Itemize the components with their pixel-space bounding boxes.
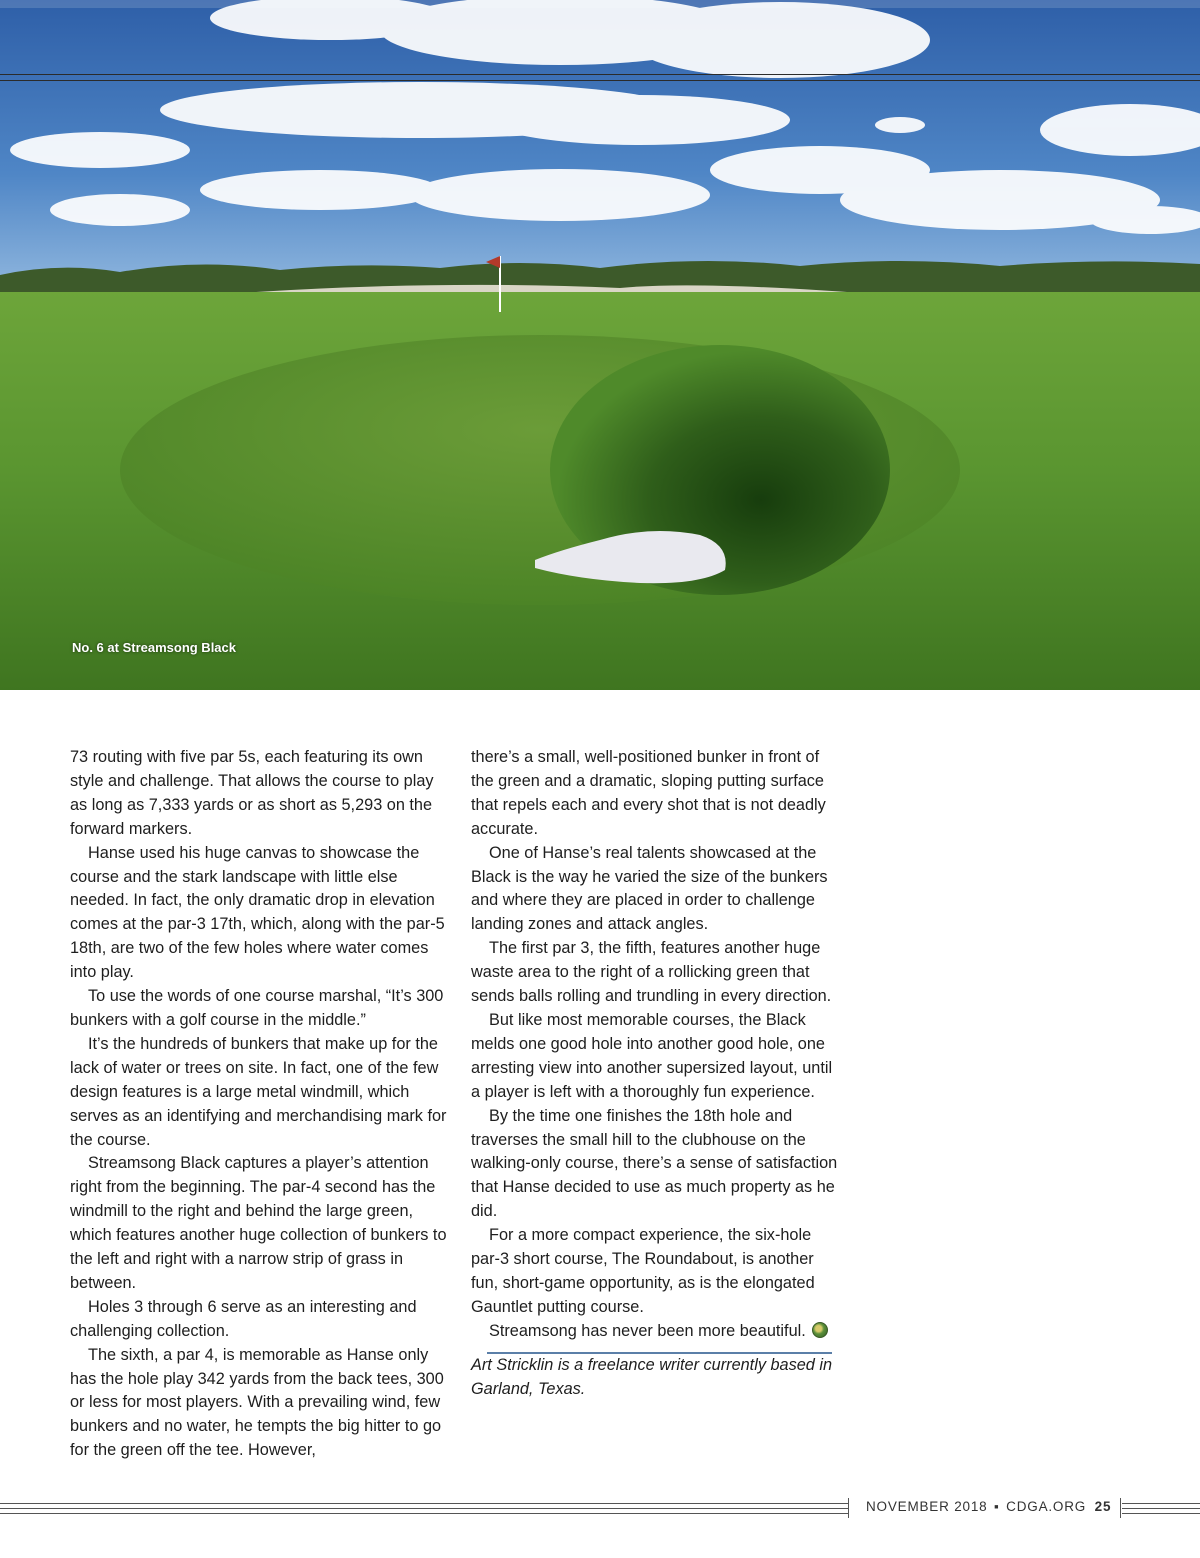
paragraph: One of Hanse’s real talents showcased at the Black is the way he varied the size of the bunkers and where they are placed in order to challenge landing zones and attack angles. <box>471 843 828 934</box>
author-bio: Art Stricklin is a freelance writer currently based in Garland, Texas. <box>471 1355 833 1398</box>
paragraph: It’s the hundreds of bunkers that make up for the lack of water or trees on site. In fact, one of the few design features is a large metal windmill, which serves as an identifying and merchandising mark for the course. <box>70 1034 447 1149</box>
paragraph: But like most memorable courses, the Black melds one good hole into another good hole, one arresting view into another supersized layout, until a player is left with a thoroughly fun experience. <box>471 1010 833 1101</box>
article-column-left <box>70 746 448 1463</box>
paragraph: 73 routing with five par 5s, each featuring its own style and challenge. That allows the course to play as long as 7,333 yards or as short as 5,293 on the forward markers. <box>70 748 434 838</box>
paragraph: Hanse used his huge canvas to showcase the course and the stark landscape with little else needed. In fact, the only dramatic drop in elevation comes at the par-3 17th, which, along with the par-5 18th, are two of the few holes where water comes into play. <box>70 843 445 982</box>
closing-line: Streamsong has never been more beautiful. <box>489 1321 806 1340</box>
paragraph: Holes 3 through 6 serve as an interesting and challenging collection. <box>70 1297 417 1340</box>
hero-photo <box>0 0 1200 690</box>
footer-issue: NOVEMBER 2018 <box>866 1499 988 1514</box>
page-number: 25 <box>1094 1499 1112 1514</box>
footer-rule-right <box>1122 1508 1200 1509</box>
footer-tick <box>848 1498 849 1518</box>
footer-separator: ▪ <box>994 1499 1000 1514</box>
footer-tick <box>1120 1498 1121 1518</box>
closing-paragraph <box>471 1320 843 1344</box>
golf-course-illustration <box>0 0 1200 690</box>
paragraph: The sixth, a par 4, is memorable as Hanse only has the hole play 342 yards from the back tees, 300 or less for most players. With a prevailing wind, few bunkers and no water, he tempts the big hitter to go for the green off the tee. However, <box>70 1345 444 1460</box>
top-rule <box>0 74 1200 75</box>
footer-rule-right <box>1122 1513 1200 1514</box>
paragraph: To use the words of one course marshal, “It’s 300 bunkers with a golf course in the middle.” <box>70 987 444 1029</box>
paragraph: For a more compact experience, the six-hole par-3 short course, The Roundabout, is another fun, short-game opportunity, as is the elongated Gauntlet putting course. <box>471 1226 815 1316</box>
footer-folio <box>866 1499 1111 1514</box>
top-rule <box>0 80 1200 81</box>
paragraph: The first par 3, the fifth, features another huge waste area to the right of a rollicking green that sends balls rolling and trundling in every direction. <box>471 939 832 1006</box>
paragraph: there’s a small, well-positioned bunker in front of the green and a dramatic, sloping putting surface that repels each and every shot that is not deadly accurate. <box>471 748 826 838</box>
footer-rule-left <box>0 1508 848 1509</box>
photo-caption: No. 6 at Streamsong Black <box>72 640 236 655</box>
paragraph: Streamsong Black captures a player’s attention right from the beginning. The par-4 second has the windmill to the right and behind the large green, which features another huge collection of bunkers to the left and right with a narrow strip of grass in between. <box>70 1154 447 1292</box>
footer-site: CDGA.ORG <box>1006 1499 1087 1514</box>
footer-rule-left <box>0 1503 848 1504</box>
footer-rule-left <box>0 1513 848 1514</box>
end-mark-icon <box>812 1322 828 1338</box>
article-column-right <box>471 746 843 1401</box>
footer-rule-right <box>1122 1503 1200 1504</box>
paragraph: By the time one finishes the 18th hole and traverses the small hill to the clubhouse on the walking-only course, there’s a sense of satisfaction that Hanse decided to use as much property as he did. <box>471 1106 838 1221</box>
